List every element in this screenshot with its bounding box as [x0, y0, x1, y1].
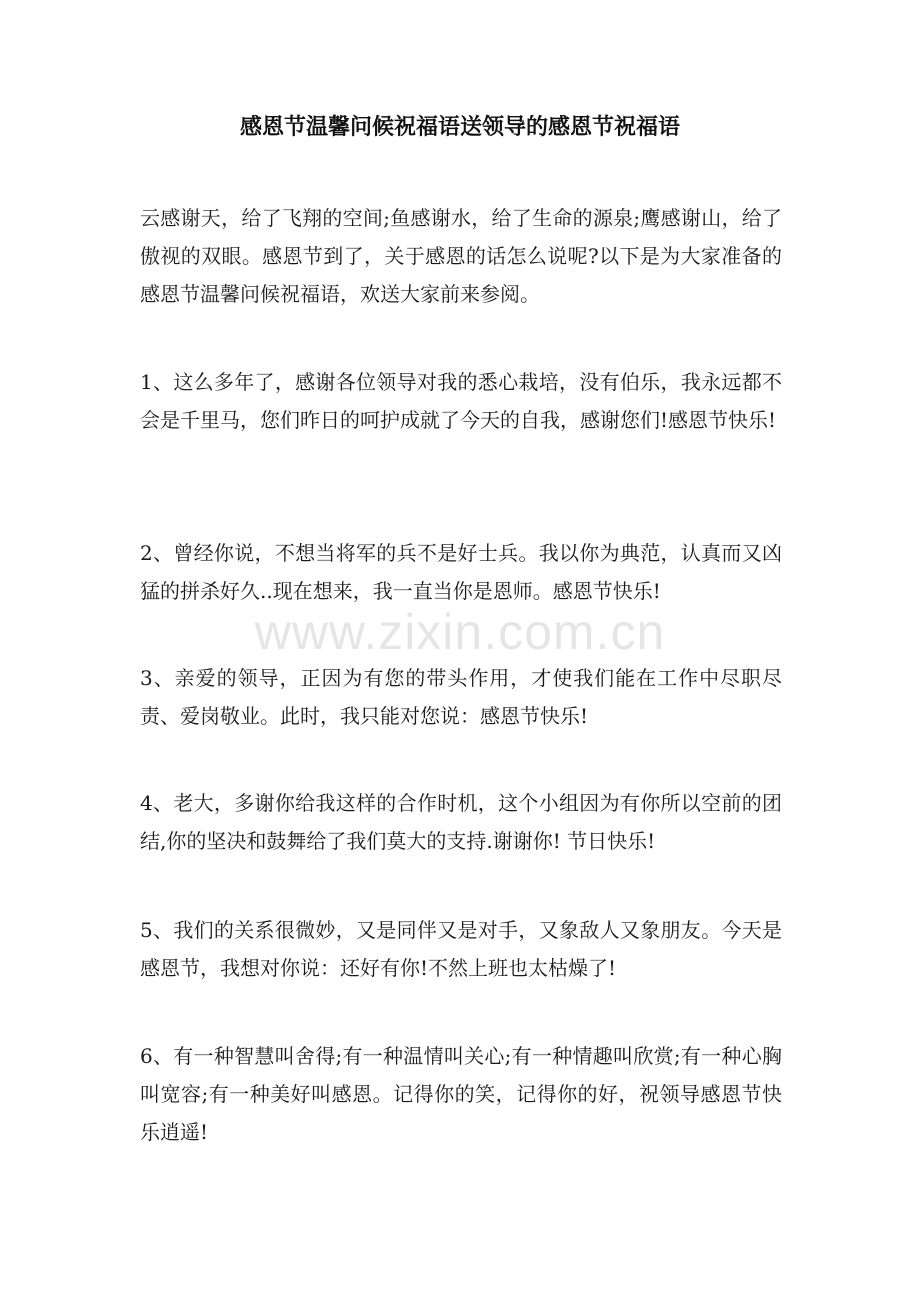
list-item: 3、亲爱的领导，正因为有您的带头作用，才使我们能在工作中尽职尽责、爱岗敬业。此时，我只能对您说：感恩节快乐! [140, 666, 782, 728]
list-item: 5、我们的关系很微妙，又是同伴又是对手，又象敌人又象朋友。今天是感恩节，我想对你说：还好有你!不然上班也太枯燥了! [140, 918, 782, 980]
list-item: 4、老大，多谢你给我这样的合作时机，这个小组因为有你所以空前的团结,你的坚决和鼓舞给了我们莫大的支持.谢谢你! 节日快乐! [140, 791, 782, 853]
list-item: 1、这么多年了，感谢各位领导对我的悉心栽培，没有伯乐，我永远都不会是千里马，您们昨日的呵护成就了今天的自我，感谢您们!感恩节快乐! [140, 370, 782, 432]
watermark: www.zixin.com.cn [254, 604, 666, 660]
list-item: 2、曾经你说，不想当将军的兵不是好士兵。我以你为典范，认真而又凶猛的拼杀好久..现在想来，我一直当你是恩师。感恩节快乐! [140, 541, 782, 603]
document-title: 感恩节温馨问候祝福语送领导的感恩节祝福语 [239, 115, 680, 140]
list-item: 6、有一种智慧叫舍得;有一种温情叫关心;有一种情趣叫欣赏;有一种心胸叫宽容;有一种美好叫感恩。记得你的笑，记得你的好，祝领导感恩节快乐逍遥! [140, 1044, 782, 1144]
intro-paragraph: 云感谢天，给了飞翔的空间;鱼感谢水，给了生命的源泉;鹰感谢山，给了傲视的双眼。感恩节到了，关于感恩的话怎么说呢?以下是为大家准备的感恩节温馨问候祝福语，欢送大家前来参阅。 [140, 206, 782, 306]
